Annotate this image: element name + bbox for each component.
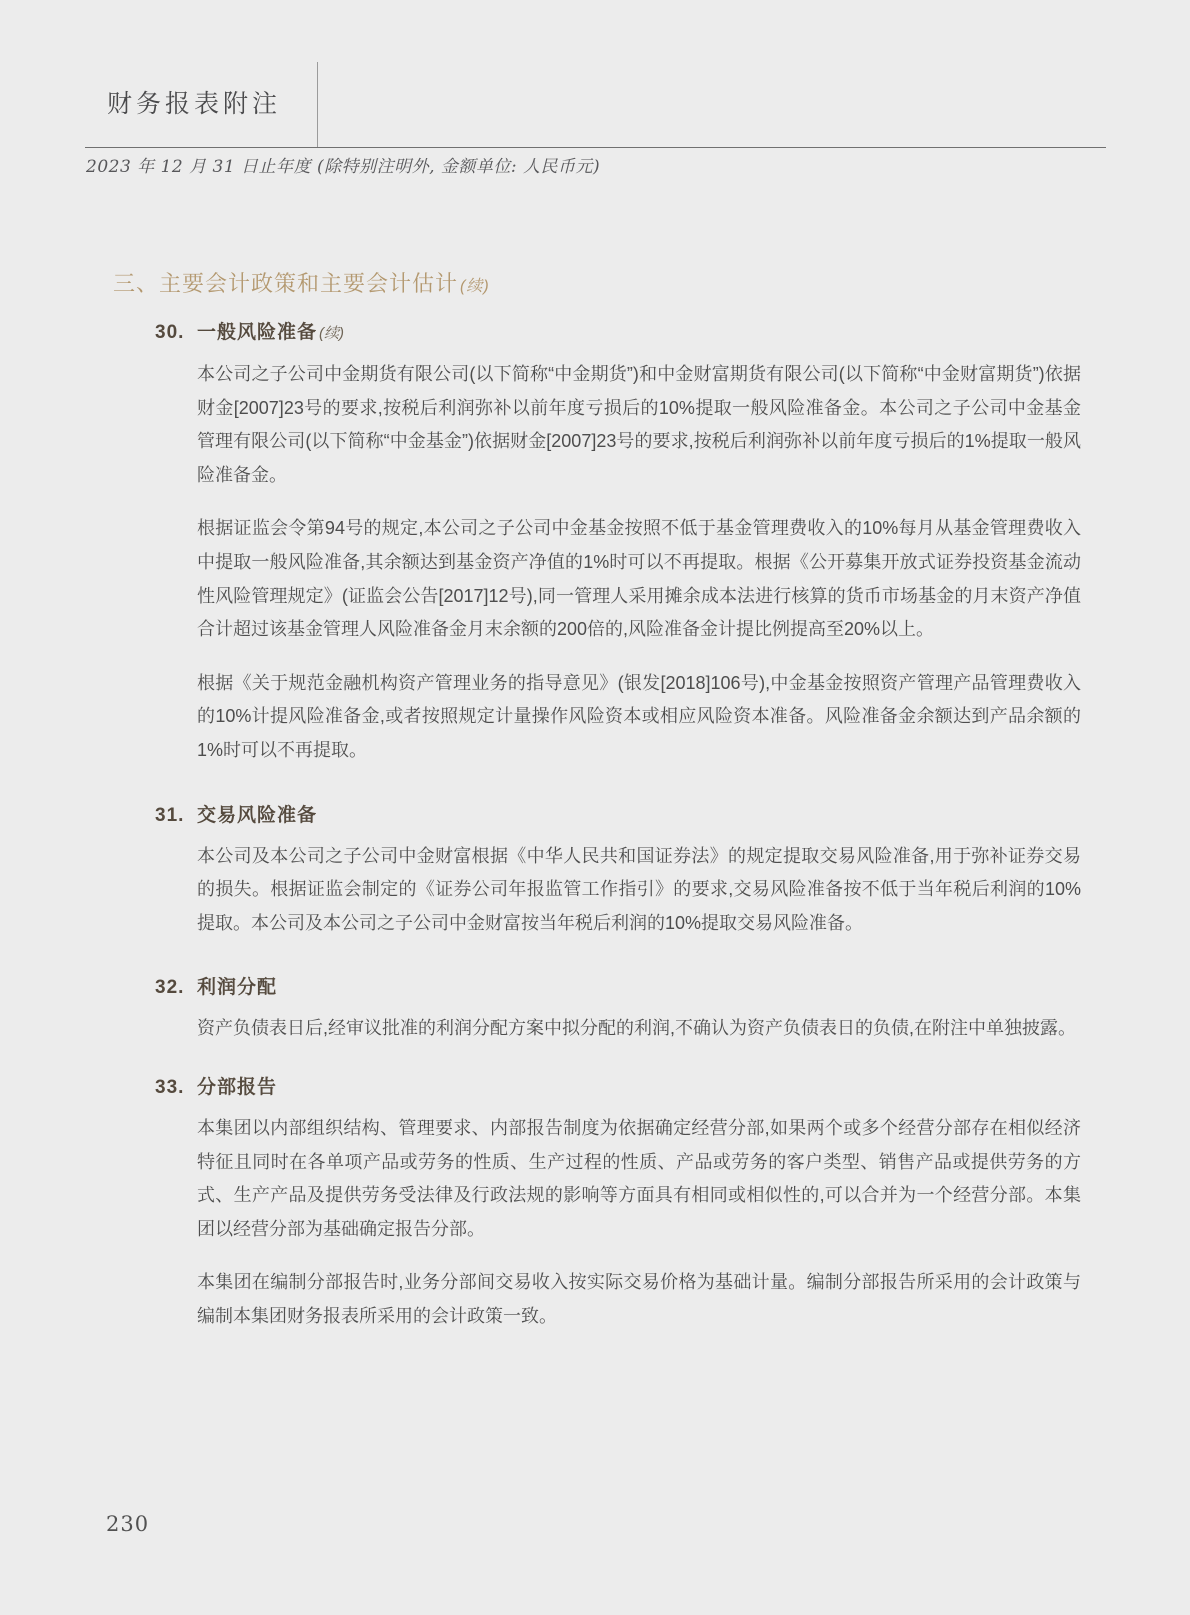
subsection-33-heading bbox=[155, 1074, 1190, 1102]
subsection-title: 分部报告 bbox=[197, 1076, 278, 1098]
subsection-30 bbox=[0, 319, 1190, 768]
reporting-period-note: 2023 年 12 月 31 日止年度 (除特别注明外, 金额单位: 人民币元) bbox=[86, 157, 601, 177]
subsection-31-heading bbox=[155, 802, 1190, 830]
paragraph: 本公司之子公司中金期货有限公司(以下简称“中金期货”)和中金财富期货有限公司(以下简称“中金财富期货”)依据财金[2007]23号的要求,按税后利润弥补以前年度亏损后的10%提取一般风险准备金。本公司之子公司中金基金管理有限公司(以下简称“中金基金”)依据财金[2007]23号的要求,按税后利润弥补以前年度亏损后的1%提取一般风险准备金。 bbox=[197, 364, 1081, 485]
subsection-title: 一般风险准备 bbox=[197, 322, 318, 343]
page-title: 财务报表附注 bbox=[107, 89, 282, 118]
paragraph: 本集团以内部组织结构、管理要求、内部报告制度为依据确定经营分部,如果两个或多个经营分部存在相似经济特征且同时在各单项产品或劳务的性质、生产过程的性质、产品或劳务的客户类型、销售产品或提供劳务的方式、生产产品及提供劳务受法律及行政法规的影响等方面具有相同或相似性的,可以合并为一个经营分部。本集团以经营分部为基础确定报告分部。 bbox=[197, 1117, 1081, 1239]
subsection-31 bbox=[0, 802, 1190, 941]
subsection-number: 32. bbox=[155, 977, 185, 999]
section-heading-text: 三、主要会计政策和主要会计估计 bbox=[113, 271, 459, 296]
subsection-33 bbox=[0, 1074, 1190, 1334]
page-number: 230 bbox=[106, 1512, 150, 1536]
paragraph: 本集团在编制分部报告时,业务分部间交易收入按实际交易价格为基础计量。编制分部报告所采用的会计政策与编制本集团财务报表所采用的会计政策一致。 bbox=[197, 1272, 1081, 1326]
header-horizontal-rule bbox=[85, 147, 1106, 148]
header-vertical-divider bbox=[317, 62, 318, 147]
subsection-continued-marker: (续) bbox=[319, 325, 345, 342]
subsection-title: 利润分配 bbox=[197, 977, 278, 999]
paragraph: 根据证监会令第94号的规定,本公司之子公司中金基金按照不低于基金管理费收入的10%每月从基金管理费收入中提取一般风险准备,其余额达到基金资产净值的1%时可以不再提取。根据《公开募集开放式证券投资基金流动性风险管理规定》(证监会公告[2017]12号),同一管理人采用摊余成本法进行核算的货币市场基金的月末资产净值合计超过该基金管理人风险准备金月末余额的200倍的,风险准备金计提比例提高至20%以上。 bbox=[197, 518, 1081, 640]
subsection-number: 33. bbox=[155, 1076, 185, 1098]
subsection-32 bbox=[0, 974, 1190, 1046]
subsection-title: 交易风险准备 bbox=[197, 804, 318, 826]
subsection-number: 31. bbox=[155, 804, 185, 826]
paragraph: 资产负债表日后,经审议批准的利润分配方案中拟分配的利润,不确认为资产负债表日的负债,在附注中单独披露。 bbox=[197, 1018, 1076, 1039]
section-continued-marker: (续) bbox=[460, 278, 490, 295]
paragraph: 本公司及本公司之子公司中金财富根据《中华人民共和国证券法》的规定提取交易风险准备,用于弥补证券交易的损失。根据证监会制定的《证券公司年报监管工作指引》的要求,交易风险准备按不低于当年税后利润的10%提取。本公司及本公司之子公司中金财富按当年税后利润的10%提取交易风险准备。 bbox=[197, 845, 1081, 933]
paragraph: 根据《关于规范金融机构资产管理业务的指导意见》(银发[2018]106号),中金基金按照资产管理产品管理费收入的10%计提风险准备金,或者按照规定计量操作风险资本或相应风险资本准备。风险准备金余额达到产品余额的1%时可以不再提取。 bbox=[197, 672, 1081, 760]
section-heading bbox=[113, 270, 1190, 301]
notes-content bbox=[0, 270, 1190, 1333]
subsection-30-heading bbox=[155, 319, 1190, 348]
subsection-number: 30. bbox=[155, 322, 185, 343]
subsection-32-heading bbox=[155, 974, 1190, 1002]
